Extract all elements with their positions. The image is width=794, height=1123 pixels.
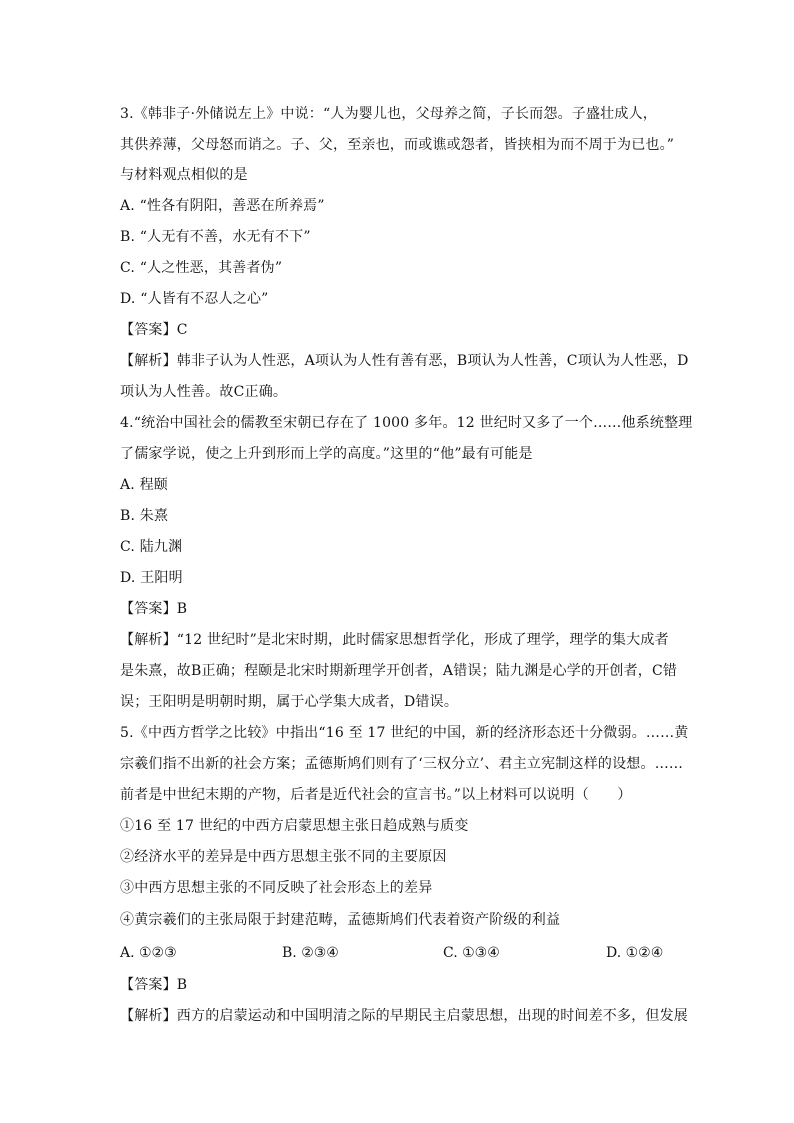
q4-analysis-line-3: 误；王阳明是明朝时期，属于心学集大成者，D错误。 (120, 694, 459, 710)
q5-option-a: A. ①②③ (120, 945, 177, 961)
q3-option-a: A. “性各有阴阳，善恶在所养焉” (120, 198, 325, 214)
q4-stem-line-1: 4.“统治中国社会的儒教至宋朝已存在了 1000 多年。12 世纪时又多了一个……他系统整理 (120, 415, 693, 431)
q3-option-c: C. “人之性恶，其善者伪” (120, 260, 283, 276)
q4-answer: 【答案】B (120, 601, 188, 617)
q5-analysis-line-1: 【解析】西方的启蒙运动和中国明清之际的早期民主启蒙思想，出现的时间差不多，但发展 (120, 1008, 688, 1024)
q4-analysis-line-2: 是朱熹，故B正确；程颐是北宋时期新理学开创者，A错误；陆九渊是心学的开创者，C错 (120, 663, 678, 679)
q5-item-2: ②经济水平的差异是中西方思想主张不同的主要原因 (120, 849, 447, 865)
q4-option-c: C. 陆九渊 (120, 539, 183, 555)
q5-stem-line-1: 5.《中西方哲学之比较》中指出“16 至 17 世纪的中国，新的经济形态还十分微弱。……黄 (120, 725, 689, 741)
q5-item-4: ④黄宗羲们的主张局限于封建范畴，孟德斯鸠们代表着资产阶级的利益 (120, 912, 561, 928)
q5-option-b: B. ②③④ (282, 945, 339, 961)
q3-stem-line-1: 3.《韩非子·外储说左上》中说：“人为婴儿也，父母养之简，子长而怨。子盛壮成人， (120, 106, 657, 122)
q5-stem-line-3: 前者是中世纪末期的产物，后者是近代社会的宣言书。”以上材料可以说明（ ） (120, 787, 632, 803)
q3-option-d: D. “人皆有不忍人之心” (120, 291, 269, 307)
q4-stem-line-2: 了儒家学说，使之上升到形而上学的高度。”这里的“他”最有可能是 (120, 446, 533, 462)
q5-item-1: ①16 至 17 世纪的中西方启蒙思想主张日趋成熟与质变 (120, 818, 469, 834)
q5-option-d: D. ①②④ (606, 945, 664, 961)
q3-analysis-line-1: 【解析】韩非子认为人性恶，A项认为人性有善有恶，B项认为人性善，C项认为人性恶，D (120, 353, 689, 369)
q3-stem-line-3: 与材料观点相似的是 (120, 167, 248, 183)
q4-option-b: B. 朱熹 (120, 508, 169, 524)
q5-stem-line-2: 宗羲们指不出新的社会方案；孟德斯鸠们则有了‘三权分立’、君主立宪制这样的设想。…… (120, 756, 684, 772)
q3-answer: 【答案】C (120, 322, 188, 338)
q5-option-c: C. ①③④ (443, 945, 500, 961)
q5-answer: 【答案】B (120, 977, 188, 993)
q5-item-3: ③中西方思想主张的不同反映了社会形态上的差异 (120, 880, 433, 896)
q4-option-a: A. 程颐 (120, 477, 169, 493)
q3-option-b: B. “人无有不善，水无有不下” (120, 229, 311, 245)
q3-stem-line-2: 其供养薄，父母怒而诮之。子、父，至亲也，而或谯或怨者，皆挟相为而不周于为已也。” (120, 137, 675, 153)
q3-analysis-line-2: 项认为人性善。故C正确。 (120, 384, 288, 400)
q4-option-d: D. 王阳明 (120, 570, 183, 586)
q4-analysis-line-1: 【解析】“12 世纪时”是北宋时期，此时儒家思想哲学化，形成了理学，理学的集大成者 (120, 632, 669, 648)
